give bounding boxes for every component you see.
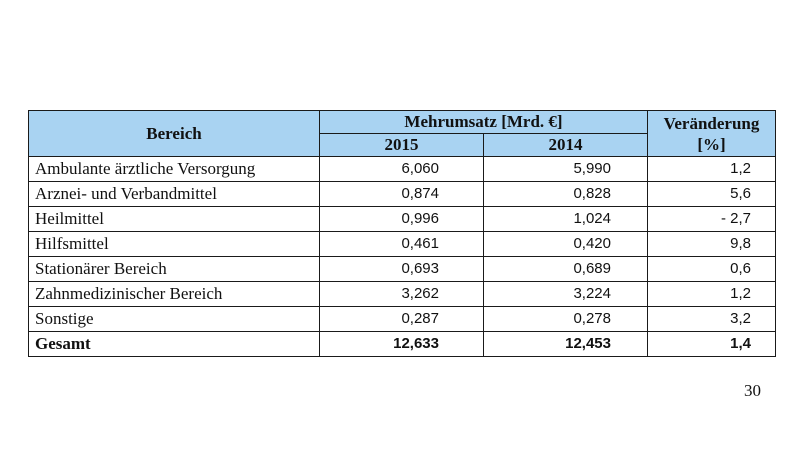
revenue-table [28, 110, 776, 357]
row-label: Hilfsmittel [29, 232, 320, 257]
row-change: 0,6 [648, 257, 776, 282]
row-change: - 2,7 [648, 207, 776, 232]
revenue-table-container [28, 110, 775, 357]
row-value-2015: 0,461 [320, 232, 484, 257]
row-value-2015: 0,693 [320, 257, 484, 282]
table-row [29, 207, 776, 232]
row-value-2014: 0,420 [484, 232, 648, 257]
table-row [29, 182, 776, 207]
header-veraenderung-line2: [%] [697, 134, 726, 154]
row-value-2015: 6,060 [320, 157, 484, 182]
table-row [29, 257, 776, 282]
table-row [29, 232, 776, 257]
header-mehrumsatz: Mehrumsatz [Mrd. €] [320, 111, 648, 134]
row-change: 1,2 [648, 157, 776, 182]
row-change: 1,2 [648, 282, 776, 307]
row-value-2014: 0,689 [484, 257, 648, 282]
total-change: 1,4 [648, 332, 776, 357]
row-value-2015: 0,996 [320, 207, 484, 232]
header-year-2014: 2014 [484, 134, 648, 157]
header-year-2015: 2015 [320, 134, 484, 157]
row-label: Ambulante ärztliche Versorgung [29, 157, 320, 182]
row-value-2014: 5,990 [484, 157, 648, 182]
page-number: 30 [744, 381, 761, 400]
row-change: 9,8 [648, 232, 776, 257]
table-row [29, 282, 776, 307]
table-total-row [29, 332, 776, 357]
row-value-2015: 0,287 [320, 307, 484, 332]
header-veraenderung [648, 111, 776, 157]
total-value-2014: 12,453 [484, 332, 648, 357]
row-value-2014: 1,024 [484, 207, 648, 232]
row-value-2015: 3,262 [320, 282, 484, 307]
row-change: 5,6 [648, 182, 776, 207]
total-value-2015: 12,633 [320, 332, 484, 357]
row-value-2014: 3,224 [484, 282, 648, 307]
row-label: Arznei- und Verbandmittel [29, 182, 320, 207]
row-label: Sonstige [29, 307, 320, 332]
row-change: 3,2 [648, 307, 776, 332]
row-value-2015: 0,874 [320, 182, 484, 207]
row-value-2014: 0,828 [484, 182, 648, 207]
table-row [29, 307, 776, 332]
row-label: Stationärer Bereich [29, 257, 320, 282]
row-label: Heilmittel [29, 207, 320, 232]
header-veraenderung-line1: Veränderung [663, 113, 760, 133]
header-bereich: Bereich [29, 111, 320, 157]
row-value-2014: 0,278 [484, 307, 648, 332]
row-label: Zahnmedizinischer Bereich [29, 282, 320, 307]
table-row [29, 157, 776, 182]
total-label: Gesamt [29, 332, 320, 357]
